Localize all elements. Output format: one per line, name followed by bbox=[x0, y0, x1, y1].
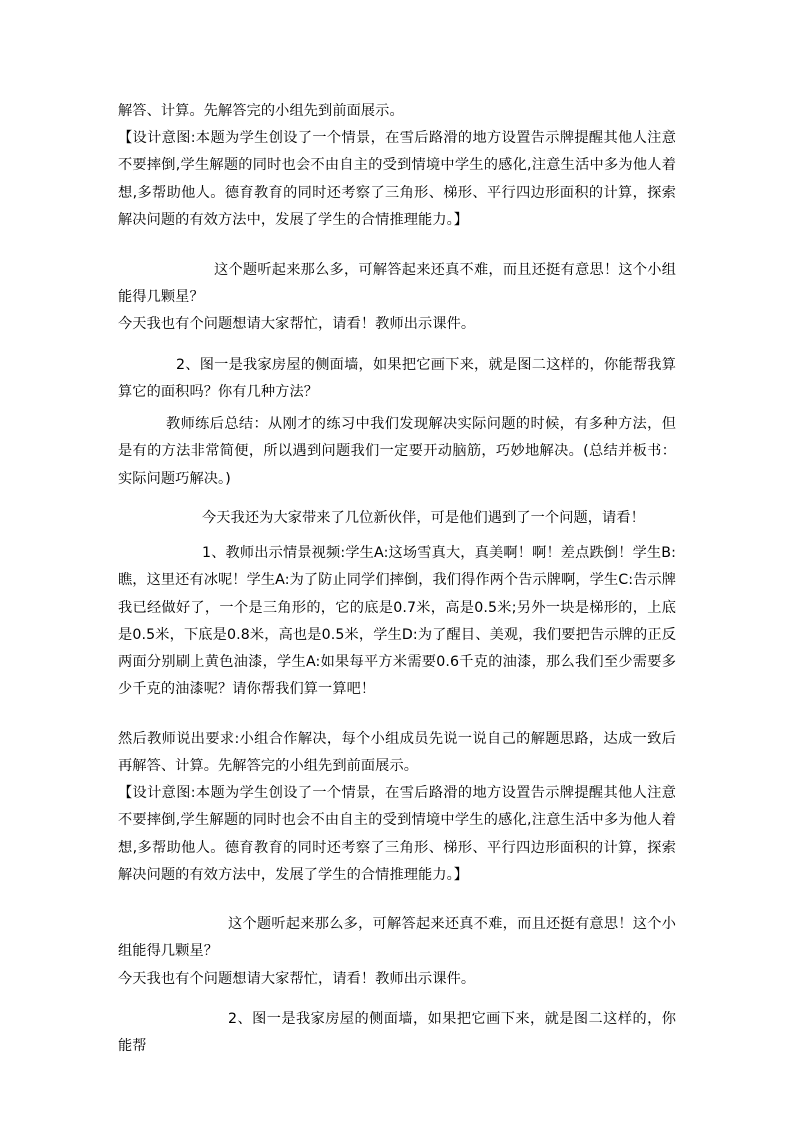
paragraph-new-friends: 今天我还为大家带来了几位新伙伴，可是他们遇到了一个问题，请看！ bbox=[202, 510, 645, 526]
paragraph-problem-2: 2、图一是我家房屋的侧面墙，如果把它画下来，就是图二这样的，你能帮我算算它的面积吗？你有几种方法？ bbox=[118, 357, 676, 401]
paragraph-star-question: 这个题听起来那么多，可解答起来还真不难，而且还挺有意思！这个小组能得几颗星？ bbox=[118, 262, 676, 306]
paragraph-problem-2-repeat: 2、图一是我家房屋的侧面墙，如果把它画下来，就是图二这样的，你能帮 bbox=[118, 1011, 676, 1055]
paragraph-teacher-summary: 教师练后总结：从刚才的练习中我们发现解决实际问题的时候，有多种方法，但是有的方法非常简便，所以遇到问题我们一定要开动脑筋，巧妙地解决。(总结并板书：实际问题巧解决。) bbox=[118, 416, 676, 487]
paragraph-teacher-requirement: 然后教师说出要求:小组合作解决，每个小组成员先说一说自己的解题思路，达成一致后再解答、计算。先解答完的小组先到前面展示。 bbox=[118, 731, 676, 775]
paragraph-new-problem-repeat: 今天我也有个问题想请大家帮忙，请看！教师出示课件。 bbox=[118, 971, 476, 987]
paragraph-answer-instruction: 解答、计算。先解答完的小组先到前面展示。 bbox=[118, 103, 404, 119]
paragraph-design-intent-repeat: 【设计意图:本题为学生创设了一个情景，在雪后路滑的地方设置告示牌提醒其他人注意不要摔倒,学生解题的同时也会不由自主的受到情境中学生的感化,注意生活中多为他人着想,多帮助他人。德育教育的同时还考察了三角形、梯形、平行四边形面积的计算，探索解决问题的有效方法中，发展了学生的合情推理能力。】 bbox=[118, 785, 676, 883]
paragraph-design-intent: 【设计意图:本题为学生创设了一个情景，在雪后路滑的地方设置告示牌提醒其他人注意不要摔倒,学生解题的同时也会不由自主的受到情境中学生的感化,注意生活中多为他人着想,多帮助他人。德育教育的同时还考察了三角形、梯形、平行四边形面积的计算，探索解决问题的有效方法中，发展了学生的合情推理能力。】 bbox=[118, 130, 676, 228]
paragraph-new-problem: 今天我也有个问题想请大家帮忙，请看！教师出示课件。 bbox=[118, 316, 476, 332]
paragraph-problem-1: 1、教师出示情景视频:学生A:这场雪真大，真美啊！啊！差点跌倒！学生B:瞧，这里还有冰呢！学生A:为了防止同学们摔倒，我们得作两个告示牌啊，学生C:告示牌我已经做好了，一个是三角形的，它的底是0.7米，高是0.5米;另外一块是梯形的，上底是0.5米，下底是0.8米，高也是0.5米，学生D:为了醒目、美观，我们要把告示牌的正反两面分别刷上黄色油漆，学生A:如果每平方米需要0.6千克的油漆，那么我们至少需要多少千克的油漆呢？请你帮我们算一算吧！ bbox=[118, 545, 676, 698]
paragraph-star-question-repeat: 这个题听起来那么多，可解答起来还真不难，而且还挺有意思！这个小组能得几颗星？ bbox=[118, 916, 676, 960]
